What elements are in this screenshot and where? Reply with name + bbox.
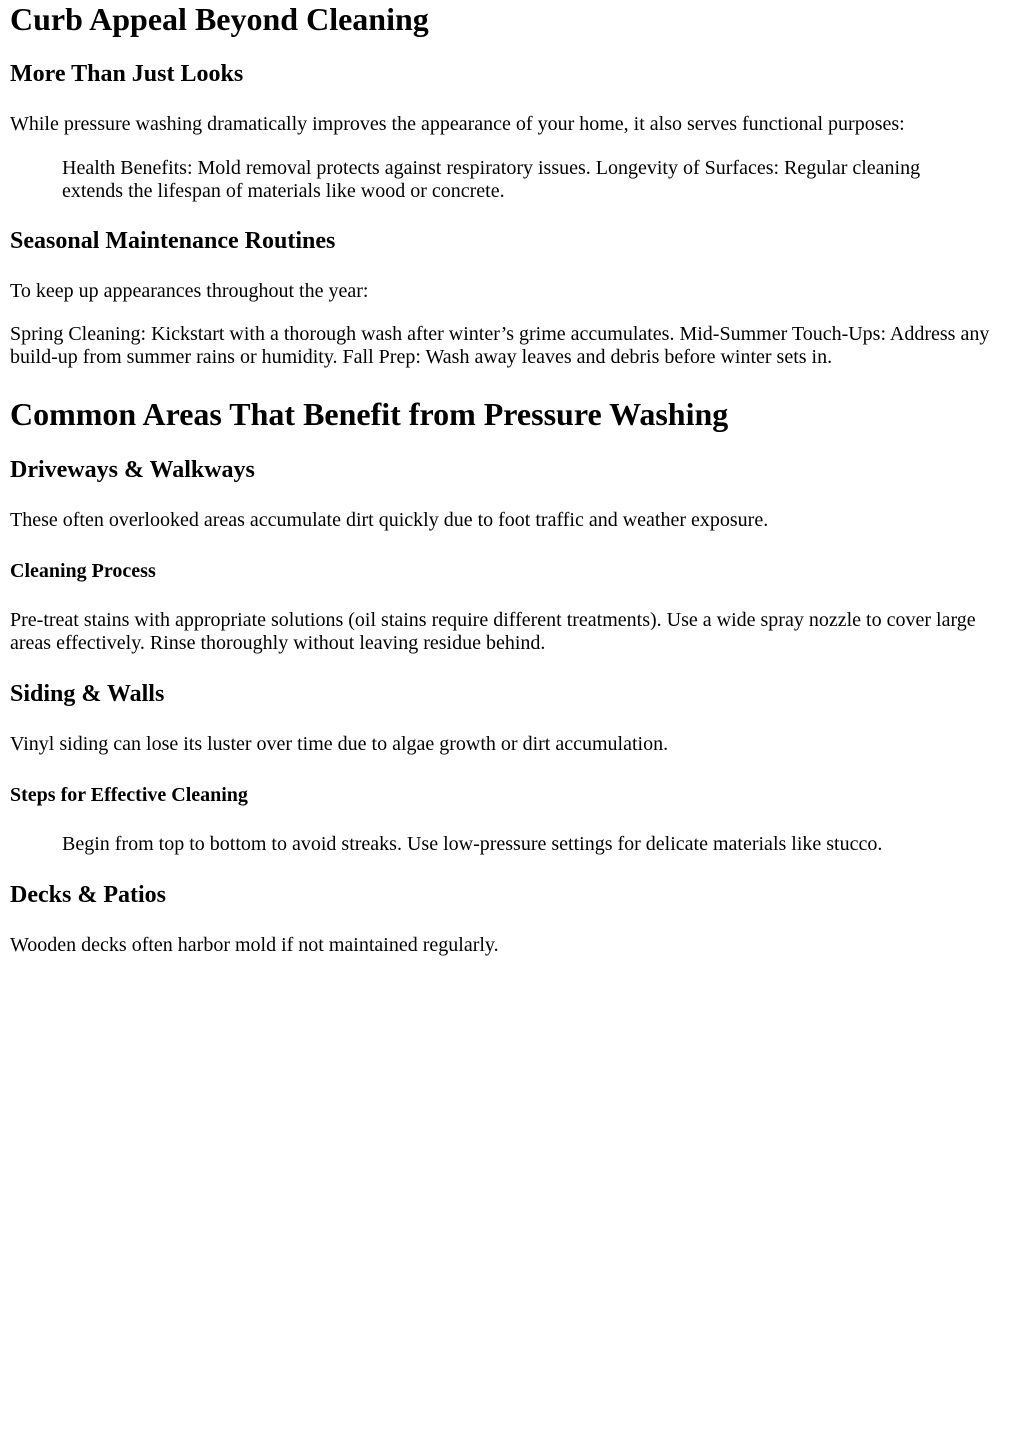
quote-effective-steps: Begin from top to bottom to avoid streaks. Use low-pressure settings for delicate materials like stucco. — [62, 833, 883, 855]
paragraph-seasonal-body: Spring Cleaning: Kickstart with a thorough wash after winter’s grime accumulates. Mid-Summer Touch-Ups: Address any build-up from summer rains or humidity. Fall Prep: Wash away leaves and debris before winter sets in. — [10, 323, 990, 368]
heading-more-than-looks: More Than Just Looks — [10, 61, 244, 87]
heading-common-areas: Common Areas That Benefit from Pressure Washing — [10, 396, 729, 432]
quote-health-benefits: Health Benefits: Mold removal protects against respiratory issues. Longevity of Surfaces: Regular cleaning extends the lifespan of materials like wood or concrete. — [62, 157, 921, 202]
paragraph-driveways-intro: These often overlooked areas accumulate dirt quickly due to foot traffic and weather exposure. — [10, 509, 769, 531]
heading-cleaning-process: Cleaning Process — [10, 560, 156, 582]
paragraph-seasonal-intro: To keep up appearances throughout the year: — [10, 280, 369, 302]
heading-curb-appeal: Curb Appeal Beyond Cleaning — [10, 1, 429, 37]
paragraph-siding-intro: Vinyl siding can lose its luster over time due to algae growth or dirt accumulation. — [10, 733, 669, 755]
paragraph-decks-intro: Wooden decks often harbor mold if not maintained regularly. — [10, 934, 499, 956]
heading-decks-patios: Decks & Patios — [10, 882, 166, 908]
heading-siding-walls: Siding & Walls — [10, 681, 165, 707]
heading-seasonal-routines: Seasonal Maintenance Routines — [10, 228, 336, 254]
paragraph-looks-intro: While pressure washing dramatically improves the appearance of your home, it also serves functional purposes: — [10, 113, 905, 135]
heading-effective-steps: Steps for Effective Cleaning — [10, 784, 248, 806]
paragraph-cleaning-process: Pre-treat stains with appropriate solutions (oil stains require different treatments). Use a wide spray nozzle to cover large areas effectively. Rinse thoroughly without leaving residue behind. — [10, 609, 976, 654]
heading-driveways: Driveways & Walkways — [10, 457, 255, 483]
